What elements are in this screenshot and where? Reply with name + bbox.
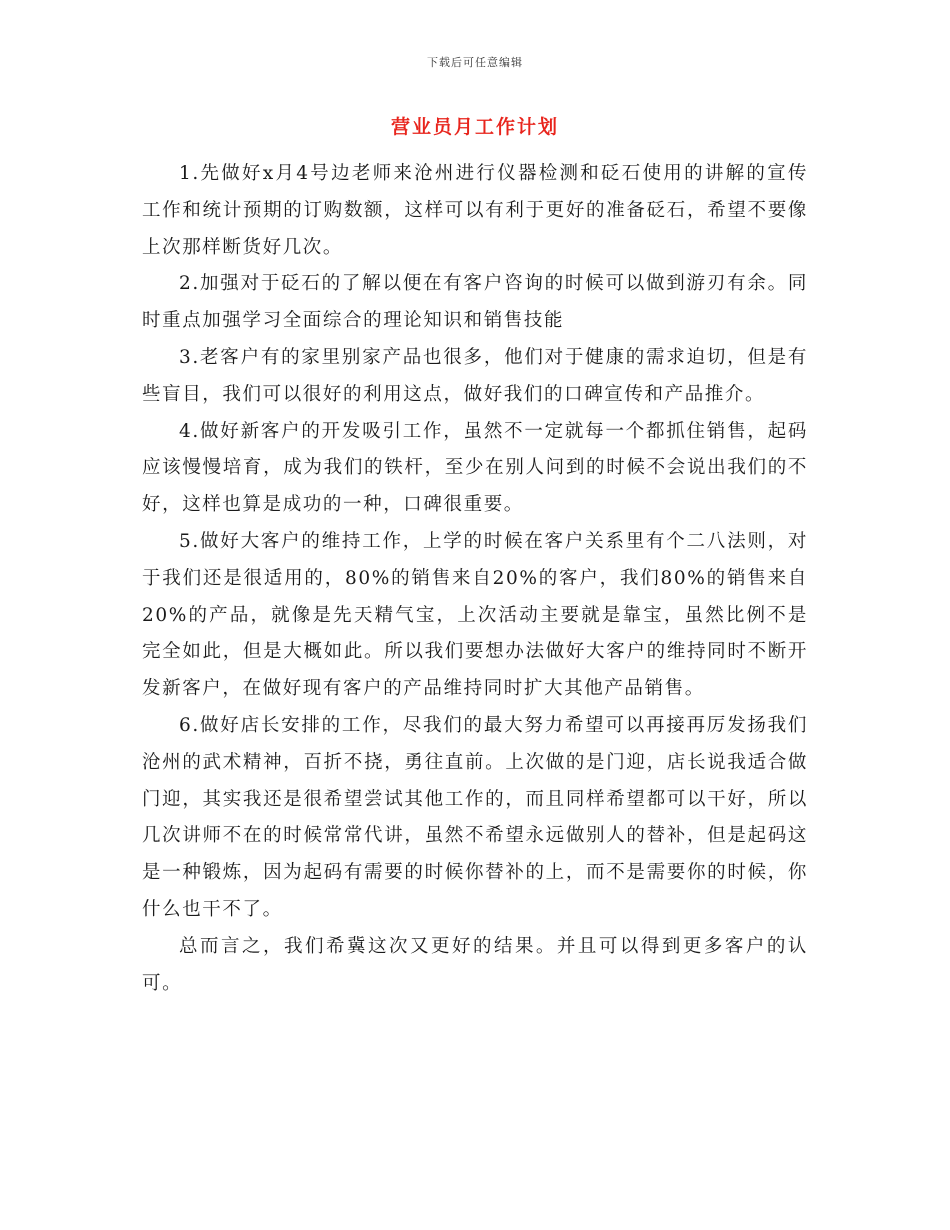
paragraph-6: 6.做好店长安排的工作，尽我们的最大努力希望可以再接再厉发扬我们沧州的武术精神，百折不挠，勇往直前。上次做的是门迎，店长说我适合做门迎，其实我还是很希望尝试其他工作的，而且同样希望都可以干好，所以几次讲师不在的时候常常代讲，虽然不希望永远做别人的替补，但是起码这是一种锻炼，因为起码有需要的时候你替补的上，而不是需要你的时候，你什么也干不了。 (142, 714, 808, 920)
document-title: 营业员月工作计划 (390, 116, 559, 138)
paragraph-1: 1.先做好x月4号边老师来沧州进行仪器检测和砭石使用的讲解的宣传工作和统计预期的订购数额，这样可以有利于更好的准备砭石，希望不要像上次那样断货好几次。 (142, 163, 808, 258)
paragraph-3: 3.老客户有的家里别家产品也很多，他们对于健康的需求迫切，但是有些盲目，我们可以很好的利用这点，做好我们的口碑宣传和产品推介。 (142, 346, 808, 405)
paragraph-2: 2.加强对于砭石的了解以便在有客户咨询的时候可以做到游刃有余。同时重点加强学习全面综合的理论知识和销售技能 (142, 273, 808, 332)
header-note: 下载后可任意编辑 (427, 56, 523, 69)
paragraph-4: 4.做好新客户的开发吸引工作，虽然不一定就每一个都抓住销售，起码应该慢慢培育，成为我们的铁杆，至少在别人问到的时候不会说出我们的不好，这样也算是成功的一种，口碑很重要。 (142, 420, 808, 516)
paragraph-conclusion: 总而言之，我们希冀这次又更好的结果。并且可以得到更多客户的认可。 (142, 935, 808, 994)
document-body (142, 156, 808, 1002)
paragraph-5: 5.做好大客户的维持工作，上学的时候在客户关系里有个二八法则，对于我们还是很适用的，80%的销售来自20%的客户，我们80%的销售来自20%的产品，就像是先天精气宝，上次活动主要就是靠宝，虽然比例不是完全如此，但是大概如此。所以我们要想办法做好大客户的维持同时不断开发新客户，在做好现有客户的产品维持同时扩大其他产品销售。 (142, 530, 808, 700)
